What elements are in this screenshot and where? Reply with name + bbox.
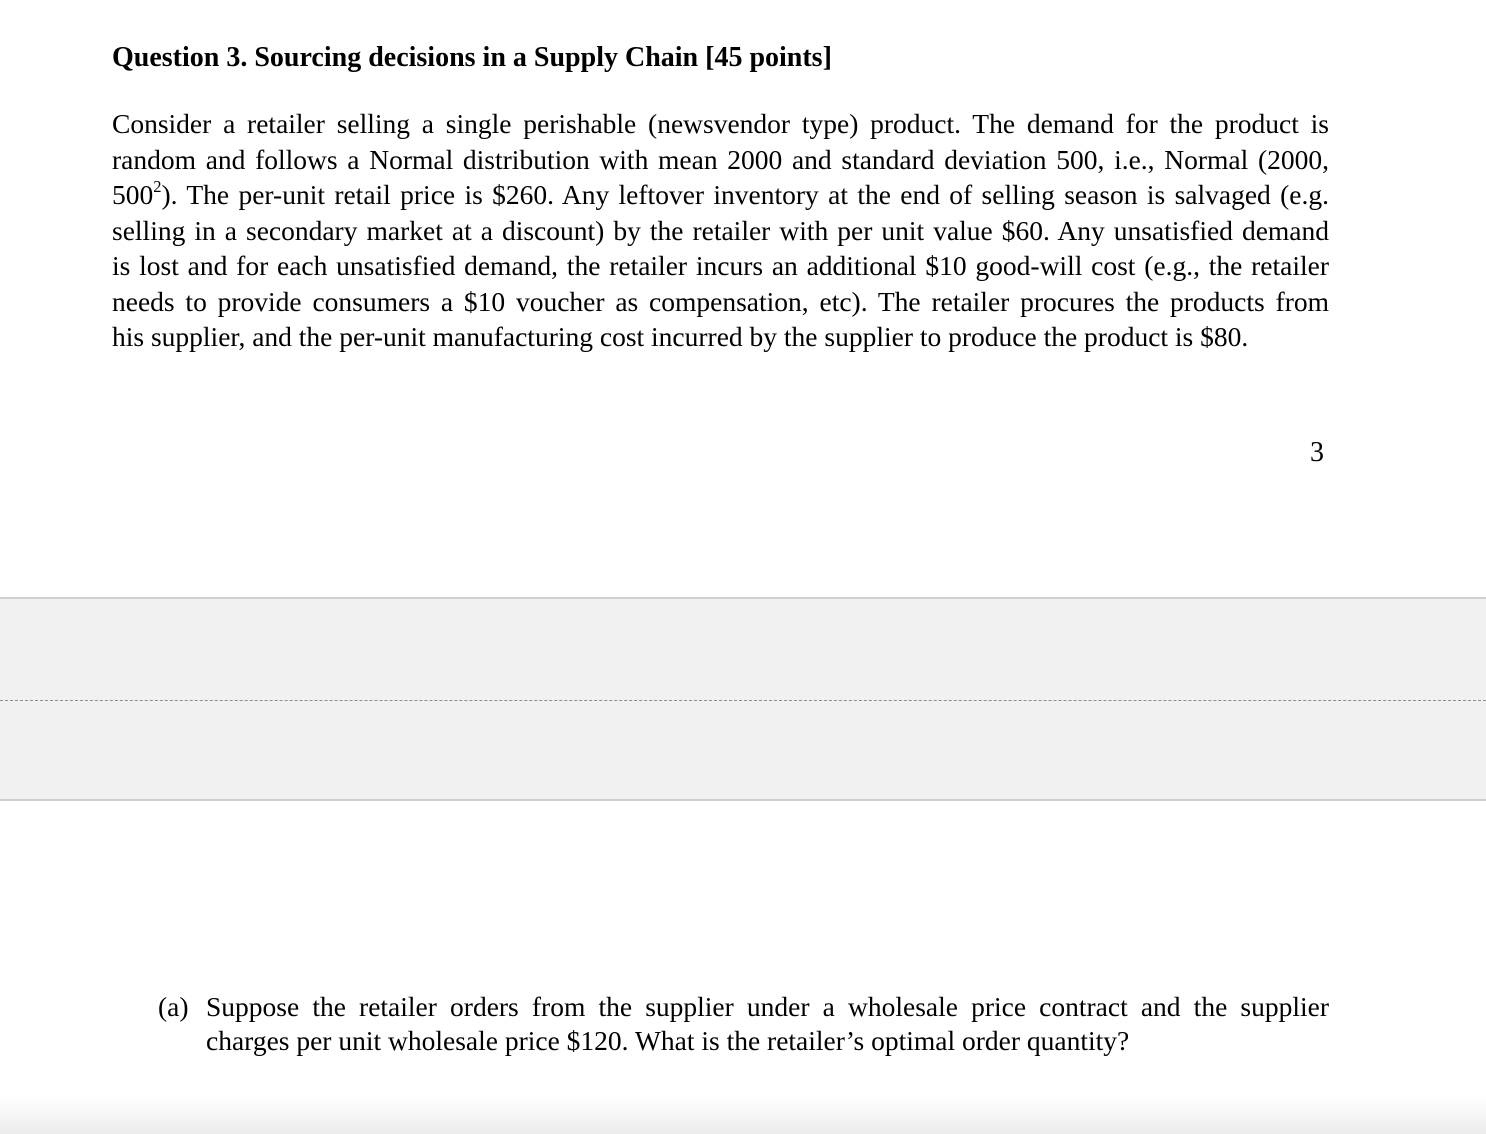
question-title: Question 3. Sourcing decisions in a Supply Chain [45 points] [112, 42, 832, 73]
intro-line-7: his supplier, and the per-unit manufacturing cost incurred by the supplier to produce the product is $80. [112, 321, 1249, 352]
subquestion-a-line-2: charges per unit wholesale price $120. What is the retailer’s optimal order quantity? [206, 1025, 1130, 1056]
subquestion-a-text [206, 990, 1329, 1058]
intro-line-5: is lost and for each unsatisfied demand, the retailer incurs an additional $10 good-will cost (e.g., the retailer [112, 250, 1329, 281]
intro-line-4: selling in a secondary market at a discount) by the retailer with per unit value $60. Any unsatisfied demand [112, 214, 1329, 246]
subquestion-a-line-1: Suppose the retailer orders from the supplier under a wholesale price contract and the supplier [206, 991, 1329, 1022]
intro-line-6: needs to provide consumers a $10 voucher as compensation, etc). The retailer procures the products from [112, 285, 1329, 317]
subquestion-a [158, 990, 1329, 1058]
variance-base: 500 [112, 179, 154, 210]
variance-exponent: 2 [153, 177, 162, 197]
subquestion-a-marker: (a) [158, 991, 189, 1022]
page-number: 3 [1310, 437, 1324, 468]
page-break-dashed-line [0, 700, 1486, 701]
page-break-separator [0, 597, 1486, 801]
bottom-fade [0, 1096, 1486, 1134]
intro-line-3 [112, 177, 1329, 213]
intro-line-2: random and follows a Normal distribution with mean 2000 and standard deviation 500, i.e., Normal (2000, [112, 143, 1329, 175]
question-intro-paragraph [112, 106, 1329, 355]
intro-line-3-rest: ). The per-unit retail price is $260. Any leftover inventory at the end of selling season is salvaged (e.g. [161, 179, 1329, 210]
intro-line-1: Consider a retailer selling a single perishable (newsvendor type) product. The demand for the product is [112, 108, 1329, 139]
